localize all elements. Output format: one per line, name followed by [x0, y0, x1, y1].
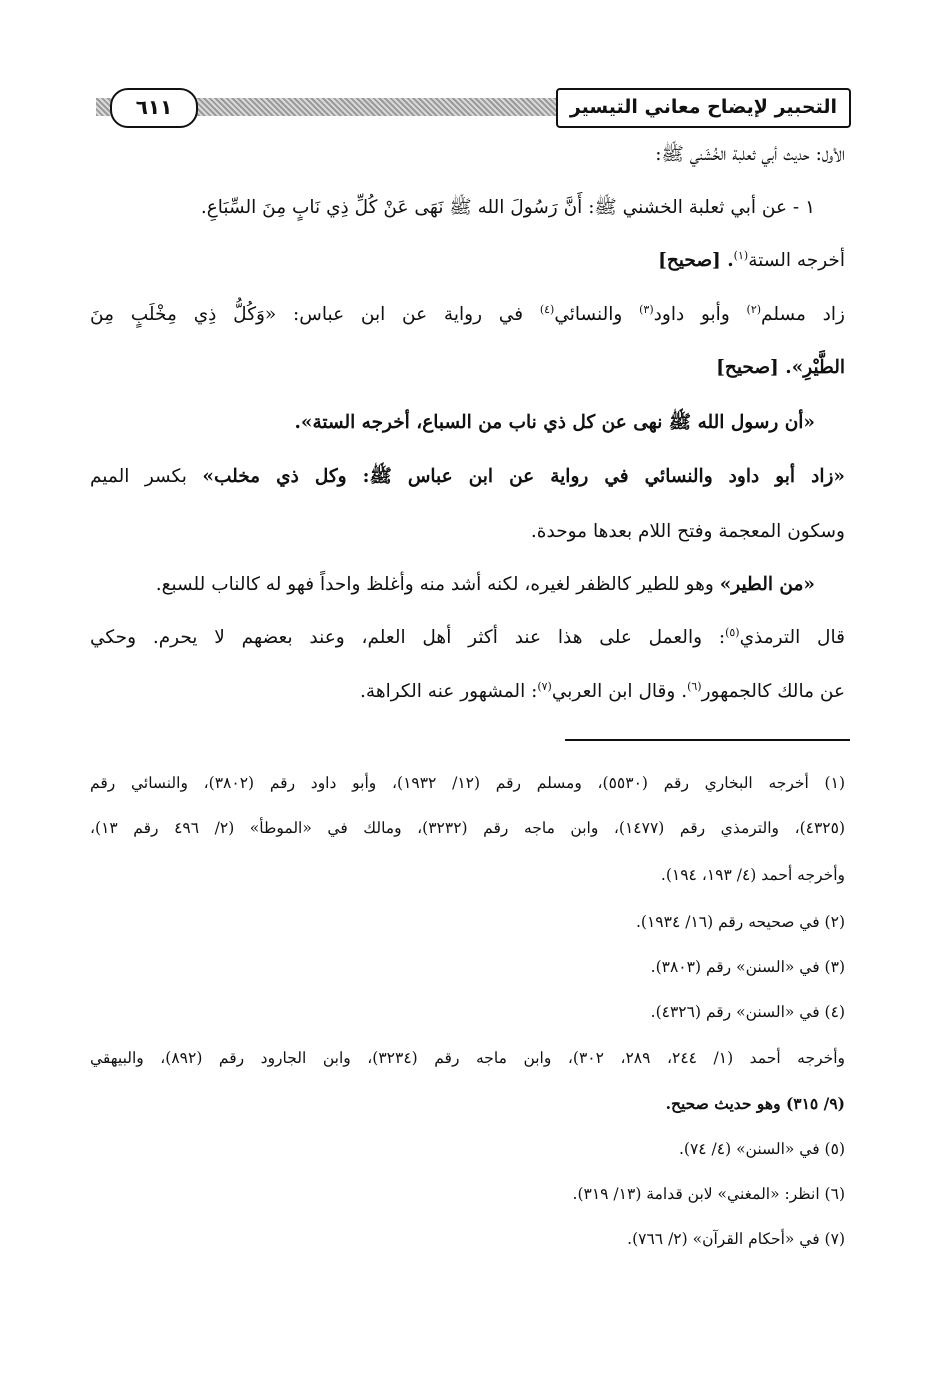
commentary-line — [360, 677, 845, 707]
footnote-ref: (٦) — [687, 679, 702, 693]
takhrij-text: أخرجه الستة — [748, 250, 845, 271]
footnote-1-cont: وأخرجه أحمد (٤/ ١٩٣، ١٩٤). — [660, 866, 845, 884]
commentary-quote: «أن رسول الله ﷺ نهى عن كل ذي ناب من السباع، أخرجه الستة». — [294, 412, 815, 433]
addition-text: والنسائي — [554, 304, 640, 325]
footnote-4: (٤) في «السنن» رقم (٤٣٢٦). — [650, 1003, 845, 1021]
addition-continuation: الطَّيْرِ». [صحيح] — [716, 357, 845, 378]
footnote-ref: (٢) — [746, 302, 762, 316]
commentary-text: : المشهور عنه الكراهة. — [360, 681, 538, 702]
footnote-1: (١) أخرجه البخاري رقم (٥٥٣٠)، ومسلم رقم (١٢/ ١٩٣٢)، وأبو داود رقم (٣٨٠٢)، والنسائي رقم — [90, 774, 845, 792]
section-heading: الأول: حديث أبي ثعلبة الخُشَني ﷺ: — [655, 144, 845, 165]
grade-label: . [صحيح] — [658, 250, 734, 271]
addition-line — [90, 300, 845, 330]
addition-text: في رواية عن ابن عباس: «وَكُلُّ ذِي مِخْلَبٍ مِنَ — [90, 304, 540, 325]
addition-text: وأبو داود — [653, 304, 747, 325]
page-number: ٦١١ — [110, 88, 198, 128]
commentary-text: قال الترمذي — [739, 627, 845, 648]
footnote-6: (٦) انظر: «المغني» لابن قدامة (١٣/ ٣١٩). — [572, 1185, 845, 1203]
commentary-text: وسكون المعجمة وفتح اللام بعدها موحدة. — [530, 521, 845, 542]
hadith-text: ١ - عن أبي ثعلبة الخشني ﷺ: أَنَّ رَسُولَ الله ﷺ نَهَى عَنْ كُلِّ ذِي نَابٍ مِنَ السِّبَاعِ. — [200, 197, 815, 218]
commentary-quote: «من الطير» — [719, 574, 815, 595]
commentary-line — [90, 623, 845, 653]
footnote-5: (٥) في «السنن» (٤/ ٧٤). — [678, 1140, 845, 1158]
page-header — [96, 84, 851, 132]
footnote-2: (٢) في صحيحه رقم (١٦/ ١٩٣٤). — [635, 913, 845, 931]
footnote-4-cont: (٩/ ٣١٥) وهو حديث صحيح. — [665, 1094, 845, 1113]
book-title: التحبير لإيضاح معاني التيسير — [556, 88, 851, 128]
takhrij-line — [658, 246, 845, 276]
commentary-text: عن مالك كالجمهور — [701, 681, 845, 702]
addition-text: زاد مسلم — [761, 304, 845, 325]
footnote-ref: (٤) — [539, 302, 555, 316]
footnote-4-cont: وأخرجه أحمد (١/ ٢٤٤، ٢٨٩، ٣٠٢)، وابن ماجه رقم (٣٢٣٤)، وابن الجارود رقم (٨٩٢)، والبيهقي — [90, 1049, 845, 1067]
footnote-divider — [565, 739, 850, 741]
commentary-text: : والعمل على هذا عند أكثر أهل العلم، وعند بعضهم لا يحرم. وحكي — [90, 627, 726, 648]
commentary-text: بكسر الميم — [90, 466, 203, 487]
commentary-text: . وقال ابن العربي — [551, 681, 688, 702]
footnote-ref: (٥) — [725, 625, 740, 639]
commentary-line — [90, 462, 845, 492]
commentary-line — [156, 570, 815, 600]
footnote-7: (٧) في «أحكام القرآن» (٢/ ٧٦٦). — [627, 1230, 845, 1248]
footnote-ref: (٧) — [537, 679, 552, 693]
footnote-1-cont: (٤٣٢٥)، والترمذي رقم (١٤٧٧)، وابن ماجه رقم (٣٢٣٢)، ومالك في «الموطأ» (٢/ ٤٩٦ رقم ١٣)، — [90, 819, 845, 837]
footnote-ref: (١) — [733, 248, 749, 262]
footnote-3: (٣) في «السنن» رقم (٣٨٠٣). — [650, 958, 845, 976]
footnote-ref: (٣) — [639, 302, 654, 316]
commentary-text: وهو للطير كالظفر لغيره، لكنه أشد منه وأغلظ واحداً فهو له كالناب للسبع. — [155, 574, 720, 595]
commentary-quote: «زاد أبو داود والنسائي في رواية عن ابن عباس ﷺ: وكل ذي مخلب» — [202, 466, 845, 487]
